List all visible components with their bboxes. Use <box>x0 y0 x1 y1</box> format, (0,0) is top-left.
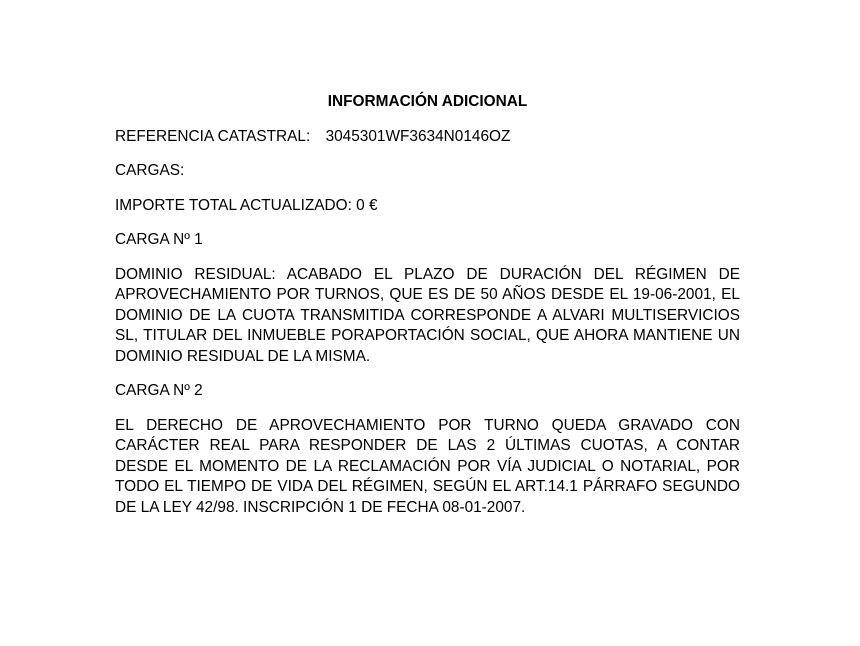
charge-2-text: EL DERECHO DE APROVECHAMIENTO POR TURNO QUEDA GRAVADO CON CARÁCTER REAL PARA RESPONDER DE LAS 2 ÚLTIMAS CUOTAS, A CONTAR DESDE EL MOMENTO DE LA RECLAMACIÓN POR VÍA JUDICIAL O NOTARIAL, POR TODO EL TIEMPO DE VIDA DEL RÉGIMEN, SEGÚN EL ART.14.1 PÁRRAFO SEGUNDO DE LA LEY 42/98. INSCRIPCIÓN 1 DE FECHA 08-01-2007. <box>115 416 740 516</box>
document-title: INFORMACIÓN ADICIONAL <box>327 93 528 110</box>
total-amount: IMPORTE TOTAL ACTUALIZADO: 0 € <box>115 196 378 214</box>
cargas-label: CARGAS: <box>115 162 185 179</box>
document-body <box>115 92 740 532</box>
charge-2-heading: CARGA Nº 2 <box>115 382 203 399</box>
cadastral-reference-value: 3045301WF3634N0146OZ <box>325 127 511 145</box>
charge-1-text: DOMINIO RESIDUAL: ACABADO EL PLAZO DE DURACIÓN DEL RÉGIMEN DE APROVECHAMIENTO POR TURNOS, QUE ES DE 50 AÑOS DESDE EL 19-06-2001, EL DOMINIO DE LA CUOTA TRANSMITIDA CORRESPONDE A ALVARI MULTISERVICIOS SL, TITULAR DEL INMUEBLE PORAPORTACIÓN SOCIAL, QUE AHORA MANTIENE UN DOMINIO RESIDUAL DE LA MISMA. <box>115 265 740 365</box>
cadastral-reference-line <box>115 127 740 148</box>
cadastral-reference-label: REFERENCIA CATASTRAL: <box>115 127 311 145</box>
charge-1-heading: CARGA Nº 1 <box>115 231 203 248</box>
